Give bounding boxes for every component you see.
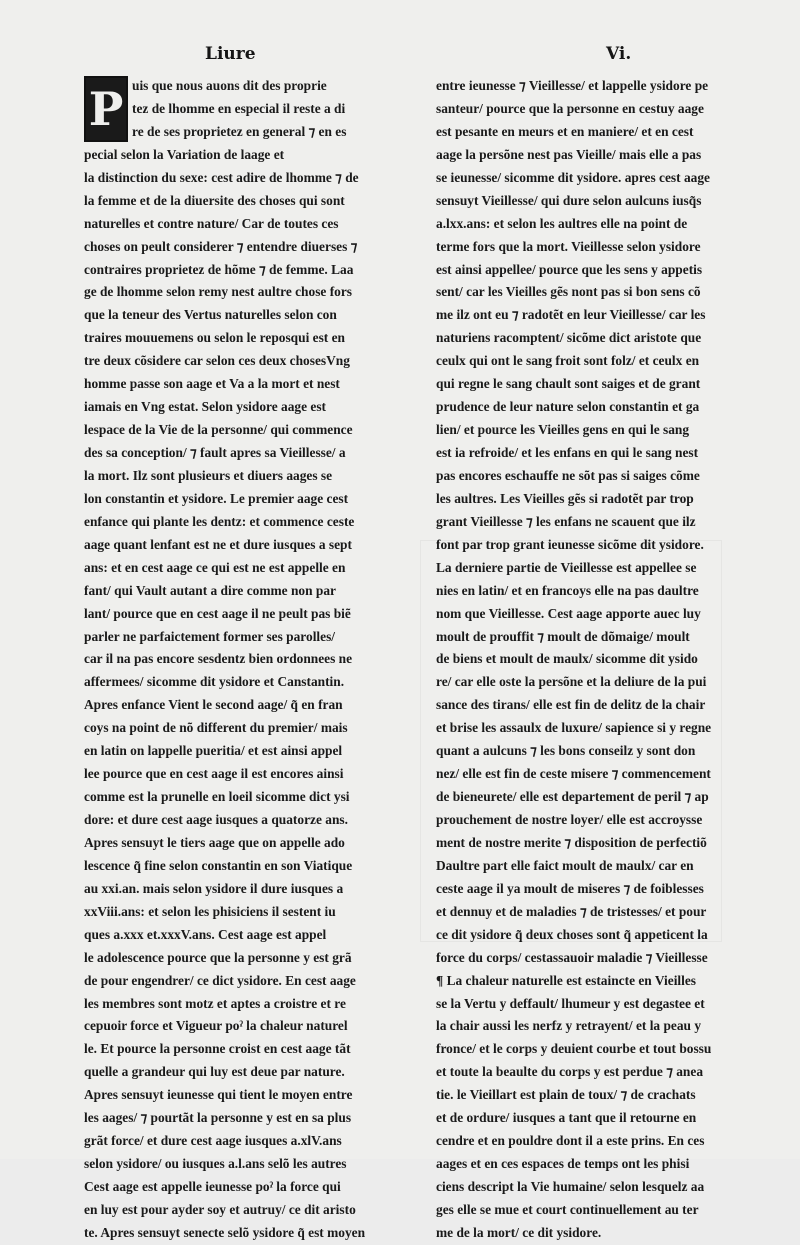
text-line: lescence q̃ fine selon constantin en son Viatique: [84, 857, 353, 873]
text-line: ans: et en cest aage ce qui est ne est appelle en: [84, 559, 346, 575]
text-line: tez de lhomme en especial il reste a di: [132, 100, 346, 116]
text-line: et brise les assaulx de luxure/ sapience si y regne: [436, 720, 712, 736]
text-line: ce dit ysidore q̃ deux choses sont q̃ appeticent la: [436, 926, 708, 942]
text-line: car il na pas encore sesdentz bien ordonnees ne: [84, 651, 353, 667]
text-line: ge de lhomme selon remy nest aultre chose fors: [84, 284, 353, 300]
text-line: homme passe son aage et Va a la mort et nest: [84, 376, 340, 392]
text-line: sensuyt Vieillesse/ qui dure selon aulcuns iusq̃s: [436, 192, 702, 208]
text-line: se ieunesse/ sicomme dit ysidore. apres cest aage: [436, 169, 710, 185]
text-line: au xxi.an. mais selon ysidore il dure iusques a: [84, 880, 344, 896]
text-line: sance des tirans/ elle est fin de delitz de la chair: [436, 697, 706, 713]
text-line: les aultres. Les Vieilles gẽs si radotẽt par trop: [436, 490, 694, 506]
text-line: est ia refroide/ et les enfans en qui le sang nest: [436, 445, 699, 460]
text-line: re/ car elle oste la persõne et la deliure de la pui: [436, 674, 707, 690]
text-line: ges elle se mue et court continuellement au ter: [436, 1201, 699, 1217]
text-line: aages et en ces espaces de temps ont les phisi: [436, 1156, 690, 1172]
text-line: tie. le Vieillart est plain de toux/ ⁊ de crachats: [436, 1087, 696, 1103]
folio-number: Vi.: [606, 44, 632, 64]
text-line: ceulx qui ont le sang froit sont folz/ et ceulx en: [436, 353, 700, 369]
text-line: qui regne le sang chault sont saiges et de grant: [436, 376, 701, 392]
text-line: est pesante en meurs et en maniere/ et en cest: [436, 123, 694, 139]
text-line: enfance qui plante les dentz: et commence ceste: [84, 513, 355, 529]
text-line: contraires proprietez de hõme ⁊ de femme. Laa: [84, 261, 354, 277]
text-line: et de ordure/ iusques a tant que il retourne en: [436, 1110, 697, 1126]
text-line: te. Apres sensuyt senecte selõ ysidore q̃ est moyen: [84, 1224, 366, 1240]
text-line: sent/ car les Vieilles gẽs nont pas si bon sens cõ: [436, 284, 701, 300]
text-line: moult de prouffit ⁊ moult de dõmaige/ moult: [436, 628, 690, 644]
text-line: que la teneur des Vertus naturelles selon con: [84, 307, 337, 323]
text-line: Apres enfance Vient le second aage/ q̃ en fran: [84, 697, 343, 713]
text-line: en latin on lappelle pueritia/ et est ainsi appel: [84, 743, 343, 759]
text-line: ques a.xxx et.xxxV.ans. Cest aage est appel: [84, 926, 327, 942]
text-line: me de la mort/ ce dit ysidore.: [436, 1224, 602, 1240]
text-line: la chair aussi les nerfz y retrayent/ et la peau y: [436, 1018, 702, 1034]
text-line: lien/ et pource les Vieilles gens en qui le sang: [436, 422, 690, 438]
text-line: santeur/ pource que la personne en cestuy aage: [436, 100, 704, 116]
text-line: de bieneurete/ elle est departement de peril ⁊ ap: [436, 789, 709, 805]
text-line: tre deux cõsidere car selon ces deux chosesVng: [84, 353, 350, 369]
text-line: me ilz ont eu ⁊ radotẽt en leur Vieillesse/ car les: [436, 307, 706, 323]
text-line: grant Vieillesse ⁊ les enfans ne scauent que ilz: [436, 513, 696, 529]
text-line: les membres sont motz et aptes a croistre et re: [84, 995, 346, 1011]
text-line: choses on peult considerer ⁊ entendre diuerses ⁊: [84, 238, 358, 254]
running-head-left: Liure: [205, 44, 256, 64]
text-line: force du corps/ cestassauoir maladie ⁊ Vieillesse: [436, 949, 708, 965]
text-line: les aages/ ⁊ pourtãt la personne y est en sa plus: [84, 1110, 352, 1126]
text-line: en luy est pour ayder soy et autruy/ ce dit aristo: [84, 1201, 356, 1217]
text-line: nez/ elle est fin de ceste misere ⁊ commencement: [436, 766, 711, 782]
text-line: prudence de leur nature selon constantin et ga: [436, 399, 700, 415]
text-line: traires mouuemens ou selon le reposqui est en: [84, 330, 345, 346]
text-line: Cest aage est appelle ieunesse poˀ la force qui: [84, 1179, 341, 1194]
text-line: dore: et dure cest aage iusques a quatorze ans.: [84, 812, 348, 827]
text-line: pecial selon la Variation de laage et: [84, 146, 285, 162]
text-line: aage la persõne nest pas Vieille/ mais elle a pas: [436, 146, 702, 162]
text-line: la distinction du sexe: cest adire de lhomme ⁊ de: [84, 169, 359, 185]
text-line: naturiens racomptent/ sicõme dict aristote que: [436, 330, 702, 346]
text-line: ment de nostre merite ⁊ disposition de perfectiõ: [436, 834, 707, 850]
text-line: le. Et pource la personne croist en cest aage tãt: [84, 1041, 351, 1057]
text-line: naturelles et contre nature/ Car de toutes ces: [84, 215, 339, 231]
drop-cap-initial: P: [84, 76, 128, 142]
text-line: nies en latin/ et en francoys elle na pas daultre: [436, 582, 699, 598]
text-line: terme fors que la mort. Vieillesse selon ysidore: [436, 238, 701, 254]
text-line: la mort. Ilz sont plusieurs et diuers aages se: [84, 467, 333, 483]
text-line: cepuoir force et Vigueur poˀ la chaleur naturel: [84, 1018, 348, 1034]
text-line: et toute la beaulte du corps y est perdue ⁊ anea: [436, 1064, 704, 1080]
text-line: fronce/ et le corps y deuient courbe et tout bossu: [436, 1041, 712, 1057]
text-line: xxViii.ans: et selon les phisiciens il sestent iu: [84, 903, 336, 919]
text-line: des sa conception/ ⁊ fault apres sa Vieillesse/ a: [84, 445, 346, 460]
text-line: coys na point de nõ different du premier/ mais: [84, 720, 348, 736]
text-line: se la Vertu y deffault/ lhumeur y est degastee et: [436, 995, 705, 1011]
text-line: quelle a grandeur qui luy est deue par nature.: [84, 1064, 345, 1080]
text-line: quant a aulcuns ⁊ les bons conseilz y sont don: [436, 743, 696, 759]
text-line: re de ses proprietez en general ⁊ en es: [132, 123, 347, 139]
text-line: a.lxx.ans: et selon les aultres elle na point de: [436, 215, 688, 231]
text-line: la femme et de la diuersite des choses qui sont: [84, 192, 345, 208]
text-line: ceste aage il ya moult de miseres ⁊ de foiblesses: [436, 880, 704, 896]
text-line: grãt force/ et dure cest aage iusques a.xlV.ans: [84, 1133, 342, 1149]
text-line: lee pource que en cest aage il est encores ainsi: [84, 766, 344, 782]
text-line: font par trop grant ieunesse sicõme dit ysidore.: [436, 536, 704, 552]
text-line: cendre et en pouldre dont il a este prins. En ces: [436, 1133, 705, 1149]
text-line: nom que Vieillesse. Cest aage apporte auec luy: [436, 605, 701, 621]
text-line: aage quant lenfant est ne et dure iusques a sept: [84, 536, 352, 552]
text-line: parler ne parfaictement former ses parolles/: [84, 628, 336, 644]
text-line: ciens descript la Vie humaine/ selon lesquelz aa: [436, 1179, 705, 1194]
text-line: Apres sensuyt ieunesse qui tient le moyen entre: [84, 1087, 353, 1103]
text-line: comme est la prunelle en loeil sicomme dict ysi: [84, 789, 350, 805]
text-line: de pour engendrer/ ce dict ysidore. En cest aage: [84, 972, 356, 988]
text-line: le adolescence pource que la personne y est grã: [84, 949, 352, 965]
left-text-column: [84, 75, 419, 1245]
text-line: selon ysidore/ ou iusques a.l.ans selõ les autres: [84, 1156, 347, 1172]
text-line: entre ieunesse ⁊ Vieillesse/ et lappelle ysidore pe: [436, 78, 709, 93]
text-line: et dennuy et de maladies ⁊ de tristesses/ et pour: [436, 903, 707, 919]
text-line: iamais en Vng estat. Selon ysidore aage est: [84, 399, 327, 415]
right-text-column: [436, 75, 771, 1245]
text-line: de biens et moult de maulx/ sicomme dit ysido: [436, 651, 698, 667]
text-line: lant/ pource que en cest aage il ne peult pas biẽ: [84, 605, 351, 621]
text-line: Apres sensuyt le tiers aage que on appelle ado: [84, 834, 345, 850]
text-line: uis que nous auons dit des proprie: [132, 78, 327, 93]
text-line: est ainsi appellee/ pource que les sens y appetis: [436, 261, 703, 277]
text-line: lon constantin et ysidore. Le premier aage cest: [84, 490, 349, 506]
text-line: lespace de la Vie de la personne/ qui commence: [84, 422, 353, 438]
text-line: affermees/ sicomme dit ysidore et Canstantin.: [84, 674, 345, 690]
text-line: fant/ qui Vault autant a dire comme non par: [84, 582, 336, 598]
text-line: Daultre part elle faict moult de maulx/ car en: [436, 857, 694, 873]
text-line: prouchement de nostre loyer/ elle est accroysse: [436, 812, 703, 827]
text-line: ¶ La chaleur naturelle est estaincte en Vieilles: [436, 972, 697, 988]
text-line: pas encores eschauffe ne sõt pas si saiges cõme: [436, 467, 700, 483]
text-line: La derniere partie de Vieillesse est appellee se: [436, 559, 697, 575]
